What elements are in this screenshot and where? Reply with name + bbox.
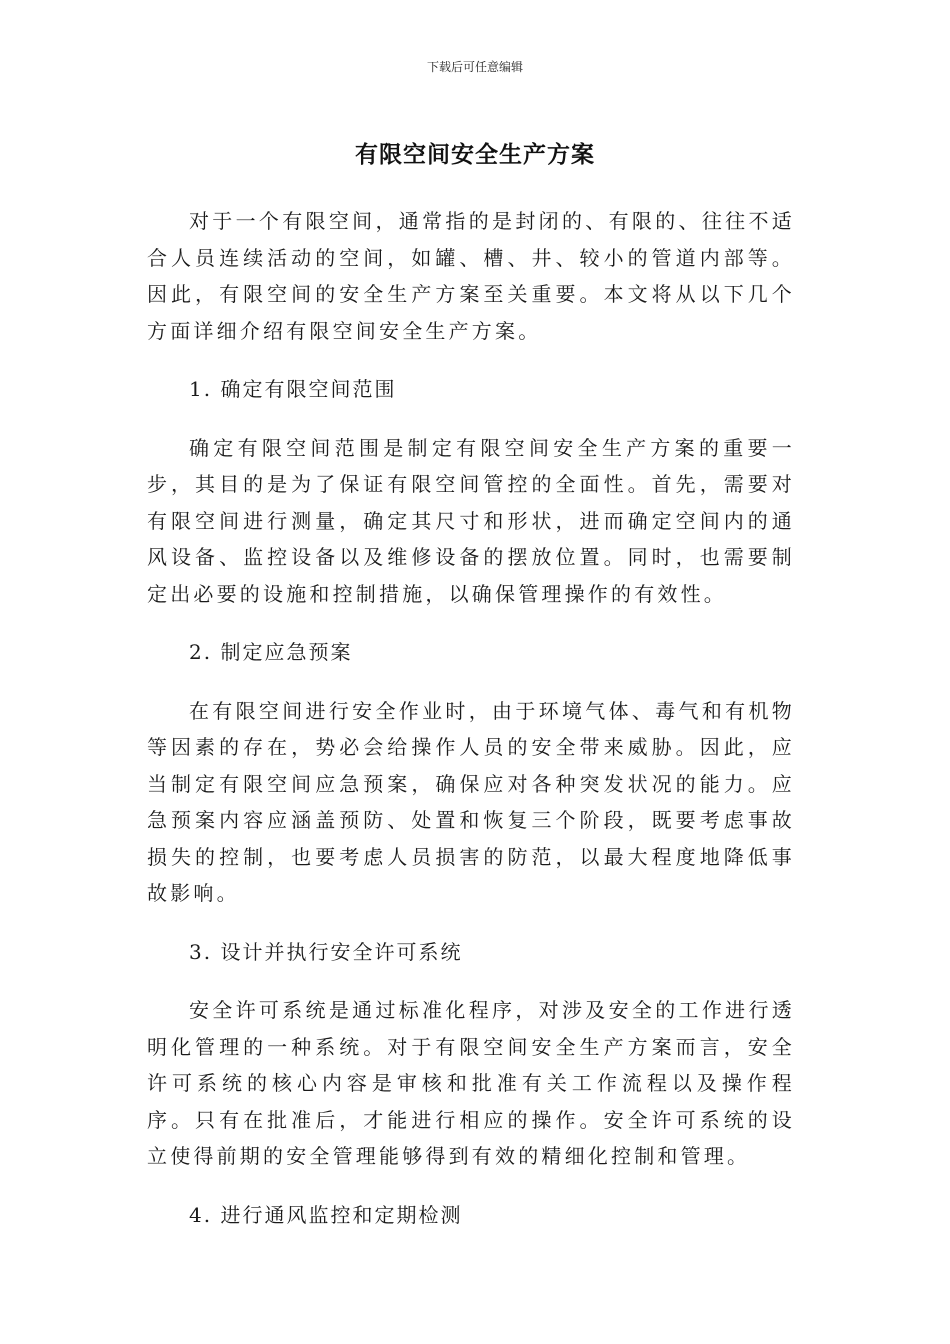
document-body — [147, 203, 795, 1255]
intro-paragraph: 对于一个有限空间，通常指的是封闭的、有限的、往往不适合人员连续活动的空间，如罐、槽、井、较小的管道内部等。因此，有限空间的安全生产方案至关重要。本文将从以下几个方面详细介绍有限空间安全生产方案。 — [147, 209, 795, 343]
section-heading-3: 3. 设计并执行安全许可系统 — [189, 939, 463, 964]
section-heading-4: 4. 进行通风监控和定期检测 — [189, 1202, 463, 1227]
section-paragraph-3: 安全许可系统是通过标准化程序，对涉及安全的工作进行透明化管理的一种系统。对于有限空间安全生产方案而言，安全许可系统的核心内容是审核和批准有关工作流程以及操作程序。只有在批准后，才能进行相应的操作。安全许可系统的设立使得前期的安全管理能够得到有效的精细化控制和管理。 — [147, 998, 795, 1168]
section-paragraph-2: 在有限空间进行安全作业时，由于环境气体、毒气和有机物等因素的存在，势必会给操作人员的安全带来威胁。因此，应当制定有限空间应急预案，确保应对各种突发状况的能力。应急预案内容应涵盖预防、处置和恢复三个阶段，既要考虑事故损失的控制，也要考虑人员损害的防范，以最大程度地降低事故影响。 — [147, 698, 795, 905]
section-paragraph-1: 确定有限空间范围是制定有限空间安全生产方案的重要一步，其目的是为了保证有限空间管控的全面性。首先，需要对有限空间进行测量，确定其尺寸和形状，进而确定空间内的通风设备、监控设备以及维修设备的摆放位置。同时，也需要制定出必要的设施和控制措施，以确保管理操作的有效性。 — [147, 435, 795, 606]
section-heading-1: 1. 确定有限空间范围 — [189, 377, 397, 401]
header-note: 下载后可任意编辑 — [426, 60, 523, 74]
document-title: 有限空间安全生产方案 — [355, 142, 595, 168]
section-heading-2: 2. 制定应急预案 — [189, 640, 353, 664]
